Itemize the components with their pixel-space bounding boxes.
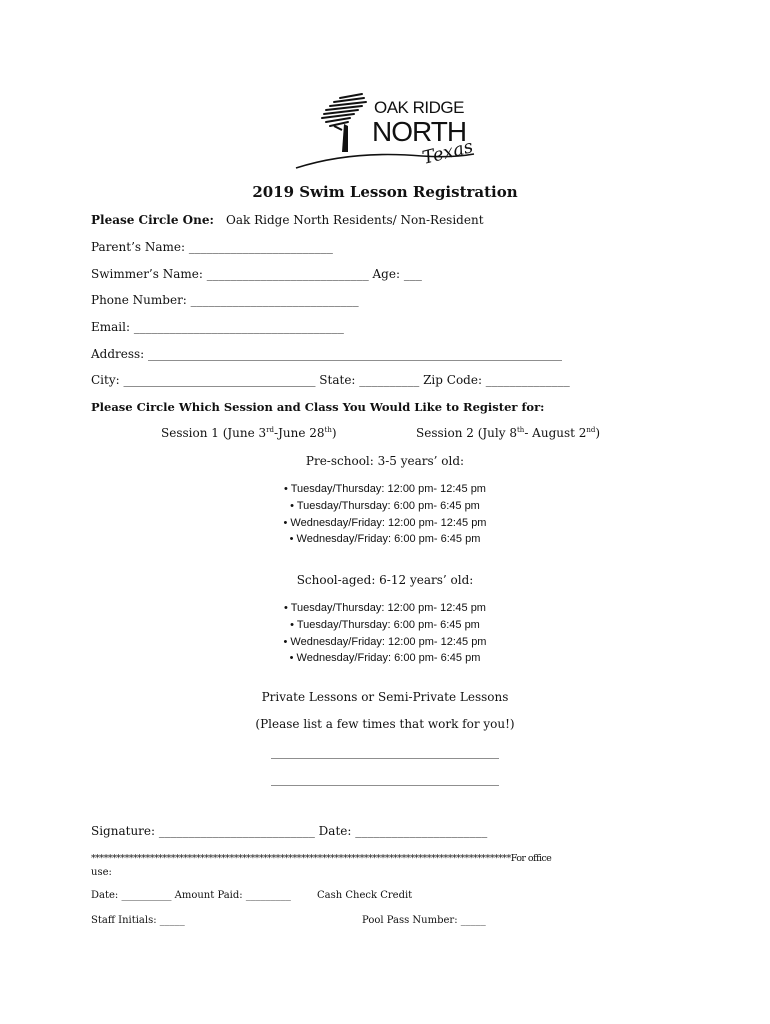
preschool-list xyxy=(0,481,770,548)
address-field[interactable]: Address: _____________________________________________________________________ xyxy=(91,347,563,361)
private-times-line-2[interactable]: ______________________________________ xyxy=(271,772,499,786)
office-use-label: use: xyxy=(91,867,112,878)
preschool-item[interactable]: • Wednesday/Friday: 12:00 pm- 12:45 pm xyxy=(283,516,487,529)
session-1-text-b: -June 28 xyxy=(274,426,325,440)
pool-pass-number-field[interactable]: Pool Pass Number: _____ xyxy=(362,915,486,926)
logo-line-2: NORTH xyxy=(372,116,467,147)
private-lessons-note: (Please list a few times that work for you!) xyxy=(255,717,515,731)
circle-one-label: Please Circle One: xyxy=(91,213,214,227)
schoolaged-item[interactable]: • Tuesday/Thursday: 12:00 pm- 12:45 pm xyxy=(284,602,486,614)
session-2-text-c: ) xyxy=(595,426,601,440)
oak-ridge-north-logo xyxy=(292,90,478,172)
staff-initials-field[interactable]: Staff Initials: _____ xyxy=(91,915,185,926)
session-1-sup-2: th xyxy=(324,426,332,434)
session-1-text-a: Session 1 (June 3 xyxy=(161,426,267,440)
session-1-option[interactable] xyxy=(161,426,337,440)
schoolaged-item[interactable]: • Wednesday/Friday: 12:00 pm- 12:45 pm xyxy=(283,635,487,648)
session-2-text-b: - August 2 xyxy=(524,426,587,440)
preschool-heading: Pre-school: 3-5 years’ old: xyxy=(305,454,465,468)
schoolaged-heading: School-aged: 6-12 years’ old: xyxy=(296,573,474,587)
logo-line-3: Texas xyxy=(420,136,476,169)
session-2-text-a: Session 2 (July 8 xyxy=(416,426,517,440)
session-2-sup-2: nd xyxy=(586,426,596,434)
office-use-divider: ****************************************************************************************************For office xyxy=(91,853,552,864)
swimmer-name-field[interactable]: Swimmer’s Name: ___________________________ Age: ___ xyxy=(91,267,422,281)
residency-options[interactable]: Oak Ridge North Residents/ Non-Resident xyxy=(226,213,484,227)
preschool-item[interactable]: • Tuesday/Thursday: 6:00 pm- 6:45 pm xyxy=(290,499,480,512)
session-2-option[interactable] xyxy=(416,426,600,440)
email-field[interactable]: Email: ___________________________________ xyxy=(91,320,344,334)
city-state-zip-field[interactable]: City: ________________________________ State: __________ Zip Code: ______________ xyxy=(91,373,570,387)
logo-line-1: OAK RIDGE xyxy=(374,98,464,117)
office-payment-options[interactable]: Cash Check Credit xyxy=(317,890,413,901)
schoolaged-list xyxy=(0,600,770,667)
preschool-item[interactable]: • Tuesday/Thursday: 12:00 pm- 12:45 pm xyxy=(284,483,486,495)
private-times-line-1[interactable]: ______________________________________ xyxy=(271,745,499,759)
session-prompt: Please Circle Which Session and Class You Would Like to Register for: xyxy=(91,400,545,414)
schoolaged-item[interactable]: • Wednesday/Friday: 6:00 pm- 6:45 pm xyxy=(289,652,481,665)
signature-date-field[interactable]: Signature: __________________________ Date: ______________________ xyxy=(91,824,488,838)
session-1-text-c: ) xyxy=(331,426,337,440)
page-title: 2019 Swim Lesson Registration xyxy=(252,183,518,201)
private-lessons-heading: Private Lessons or Semi-Private Lessons xyxy=(261,690,509,704)
office-date-amount-field[interactable]: Date: __________ Amount Paid: _________ xyxy=(91,890,291,901)
session-2-sup-1: th xyxy=(516,426,525,434)
preschool-item[interactable]: • Wednesday/Friday: 6:00 pm- 6:45 pm xyxy=(289,533,481,546)
schoolaged-item[interactable]: • Tuesday/Thursday: 6:00 pm- 6:45 pm xyxy=(290,618,480,631)
parent-name-field[interactable]: Parent’s Name: ________________________ xyxy=(91,240,333,254)
session-1-sup-1: rd xyxy=(266,426,275,434)
phone-number-field[interactable]: Phone Number: ____________________________ xyxy=(91,293,359,307)
